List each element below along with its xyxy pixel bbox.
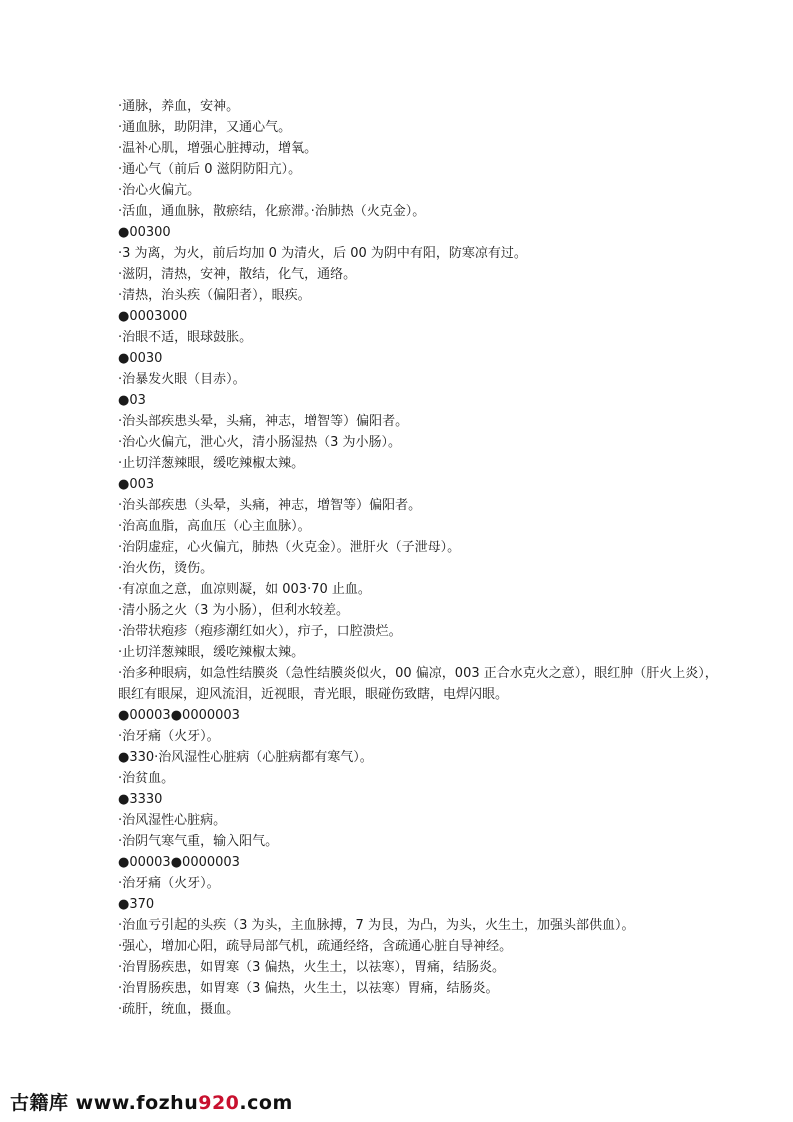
text-line: ·疏肝，统血，摄血。 <box>118 1002 240 1017</box>
text-line: ·治贫血。 <box>118 771 175 786</box>
code-heading: ●0003000 <box>118 309 188 324</box>
code-heading: ●00003●0000003 <box>118 708 240 723</box>
text-line: ·清热，治头疾（偏阳者），眼疾。 <box>118 288 311 303</box>
text-line: ·治心火偏亢，泄心火，清小肠湿热（3 为小肠）。 <box>118 435 402 450</box>
code-heading: ●0030 <box>118 351 163 366</box>
code-heading: ●00003●0000003 <box>118 855 240 870</box>
text-line: ·有凉血之意，血凉则凝，如 003·70 止血。 <box>118 582 371 597</box>
text-line: ·治牙痛（火牙）。 <box>118 729 220 744</box>
text-line: ·治阴气寒气重，输入阳气。 <box>118 834 279 849</box>
text-line: ·治头部疾患头晕，头痛，神志，增智等）偏阳者。 <box>118 414 409 429</box>
text-line: ·治胃肠疾患，如胃寒（3 偏热，火生土，以祛寒），胃痛，结肠炎。 <box>118 960 506 975</box>
text-line: ·治牙痛（火牙）。 <box>118 876 220 891</box>
text-line: ·治高血脂，高血压（心主血脉）。 <box>118 519 311 534</box>
text-line: ·3 为离，为火，前后均加 0 为清火，后 00 为阴中有阳，防寒凉有过。 <box>118 246 527 261</box>
code-heading: ●3330 <box>118 792 163 807</box>
text-line: ·治带状疱疹（疱疹潮红如火），疖子，口腔溃烂。 <box>118 624 402 639</box>
text-line: ·通心气（前后 0 滋阴防阳亢）。 <box>118 162 302 177</box>
text-line: ·治多种眼病，如急性结膜炎（急性结膜炎似火，00 偏凉，003 正合水克火之意），眼红肿（肝火上炎），眼红有眼屎，迎风流泪，近视眼，青光眼，眼碰伤致瞎，电焊闪眼。 <box>118 666 718 702</box>
text-line: ·止切洋葱辣眼，缓吃辣椒太辣。 <box>118 456 305 471</box>
footer-site-name: 古籍库 <box>10 1092 69 1114</box>
text-line: ·治风湿性心脏病。 <box>118 813 227 828</box>
text-line: ·治心火偏亢。 <box>118 183 201 198</box>
text-line: ·强心，增加心阳，疏导局部气机，疏通经络，含疏通心脏自导神经。 <box>118 939 513 954</box>
code-heading: ●00300 <box>118 225 171 240</box>
text-line: ·治阴虚症，心火偏亢，肺热（火克金）。泄肝火（子泄母）。 <box>118 540 461 555</box>
code-heading: ●03 <box>118 393 146 408</box>
footer-url-prefix: www.fozhu <box>75 1092 199 1114</box>
text-line: ·止切洋葱辣眼，缓吃辣椒太辣。 <box>118 645 305 660</box>
code-heading: ●003 <box>118 477 155 492</box>
text-line: ·治头部疾患（头晕，头痛，神志，增智等）偏阳者。 <box>118 498 422 513</box>
footer-url-number: 920 <box>198 1092 240 1114</box>
text-line: ·活血，通血脉，散瘀结，化瘀滞。·治肺热（火克金）。 <box>118 204 426 219</box>
text-line: ·通脉，养血，安神。 <box>118 99 240 114</box>
text-line: ·清小肠之火（3 为小肠），但利水较差。 <box>118 603 350 618</box>
text-line: ·治暴发火眼（目赤）。 <box>118 372 246 387</box>
text-line: ·治胃肠疾患，如胃寒（3 偏热，火生土，以祛寒）胃痛，结肠炎。 <box>118 981 499 996</box>
footer-watermark <box>10 1088 293 1115</box>
document-body <box>118 96 718 1020</box>
code-heading: ●370 <box>118 897 155 912</box>
text-line: ·治火伤，烫伤。 <box>118 561 214 576</box>
text-line: ·治血亏引起的头疾（3 为头，主血脉搏，7 为艮，为凸，为头，火生土，加强头部供血）。 <box>118 918 635 933</box>
footer-url-suffix: .com <box>239 1092 293 1114</box>
code-heading: ●330·治风湿性心脏病（心脏病都有寒气）。 <box>118 750 373 765</box>
text-line: ·通血脉，助阴津，又通心气。 <box>118 120 292 135</box>
text-line: ·滋阴，清热，安神，散结，化气，通络。 <box>118 267 357 282</box>
text-line: ·治眼不适，眼球鼓胀。 <box>118 330 253 345</box>
text-line: ·温补心肌，增强心脏搏动，增氧。 <box>118 141 318 156</box>
